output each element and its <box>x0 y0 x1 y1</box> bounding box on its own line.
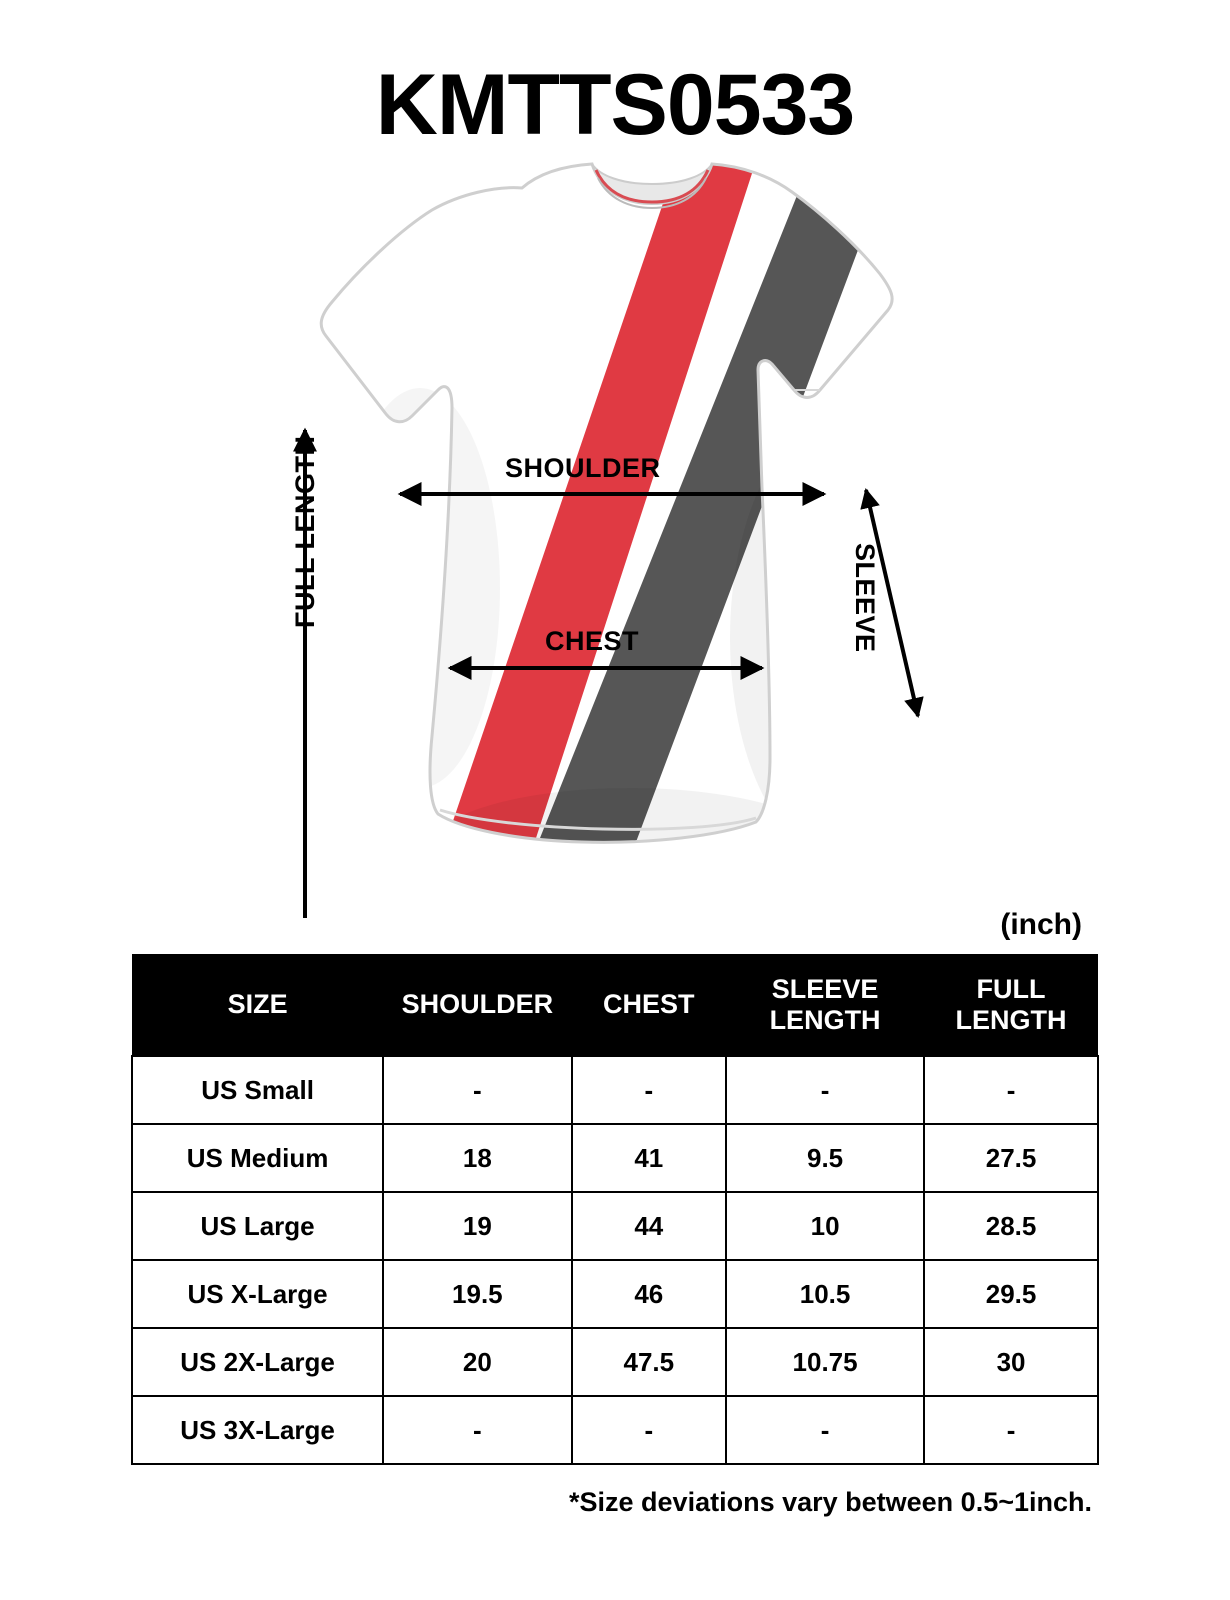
cell-shoulder: 19 <box>383 1192 571 1260</box>
label-sleeve: SLEEVE <box>850 543 880 653</box>
header-size: SIZE <box>132 954 383 1056</box>
cell-chest: - <box>572 1396 727 1464</box>
cell-shoulder: 19.5 <box>383 1260 571 1328</box>
cell-size: US Medium <box>132 1124 383 1192</box>
cell-size: US 3X-Large <box>132 1396 383 1464</box>
header-sleeve-line1: SLEEVE <box>771 974 879 1005</box>
cell-full: - <box>924 1056 1098 1124</box>
table-row <box>132 1056 1098 1124</box>
page-title: KMTTS0533 <box>375 57 855 153</box>
cell-full: 29.5 <box>924 1260 1098 1328</box>
header-full-line1: FULL <box>976 974 1046 1005</box>
table-row <box>132 1260 1098 1328</box>
table-row <box>132 1328 1098 1396</box>
unit-note: (inch) <box>1000 908 1082 941</box>
cell-shoulder: 18 <box>383 1124 571 1192</box>
cell-chest: 47.5 <box>572 1328 727 1396</box>
label-chest: CHEST <box>545 626 640 656</box>
cell-full: 27.5 <box>924 1124 1098 1192</box>
header-shoulder: SHOULDER <box>383 954 571 1056</box>
cell-shoulder: - <box>383 1396 571 1464</box>
header-sleeve-line2: LENGTH <box>769 1004 881 1035</box>
size-deviation-note: *Size deviations vary between 0.5~1inch. <box>569 1487 1092 1517</box>
table-row <box>132 1124 1098 1192</box>
measurement-arrows <box>0 158 1230 918</box>
cell-size: US X-Large <box>132 1260 383 1328</box>
header-full-line2: LENGTH <box>955 1004 1067 1035</box>
cell-full: 28.5 <box>924 1192 1098 1260</box>
table-row <box>132 1396 1098 1464</box>
cell-shoulder: 20 <box>383 1328 571 1396</box>
cell-sleeve: 10 <box>726 1192 924 1260</box>
cell-sleeve: - <box>726 1396 924 1464</box>
label-full-length: FULL LENGTH <box>290 435 320 628</box>
cell-size: US Small <box>132 1056 383 1124</box>
header-chest: CHEST <box>572 954 727 1056</box>
cell-shoulder: - <box>383 1056 571 1124</box>
garment-diagram <box>0 158 1230 918</box>
cell-full: - <box>924 1396 1098 1464</box>
cell-chest: 46 <box>572 1260 727 1328</box>
cell-sleeve: 9.5 <box>726 1124 924 1192</box>
cell-size: US Large <box>132 1192 383 1260</box>
cell-chest: 41 <box>572 1124 727 1192</box>
size-chart-table <box>131 954 1099 1465</box>
label-shoulder: SHOULDER <box>505 453 661 483</box>
table-header-row <box>132 954 1098 1056</box>
cell-chest: - <box>572 1056 727 1124</box>
header-sleeve-length <box>726 954 924 1056</box>
cell-full: 30 <box>924 1328 1098 1396</box>
cell-sleeve: - <box>726 1056 924 1124</box>
cell-chest: 44 <box>572 1192 727 1260</box>
cell-size: US 2X-Large <box>132 1328 383 1396</box>
cell-sleeve: 10.75 <box>726 1328 924 1396</box>
cell-sleeve: 10.5 <box>726 1260 924 1328</box>
table-row <box>132 1192 1098 1260</box>
header-full-length <box>924 954 1098 1056</box>
